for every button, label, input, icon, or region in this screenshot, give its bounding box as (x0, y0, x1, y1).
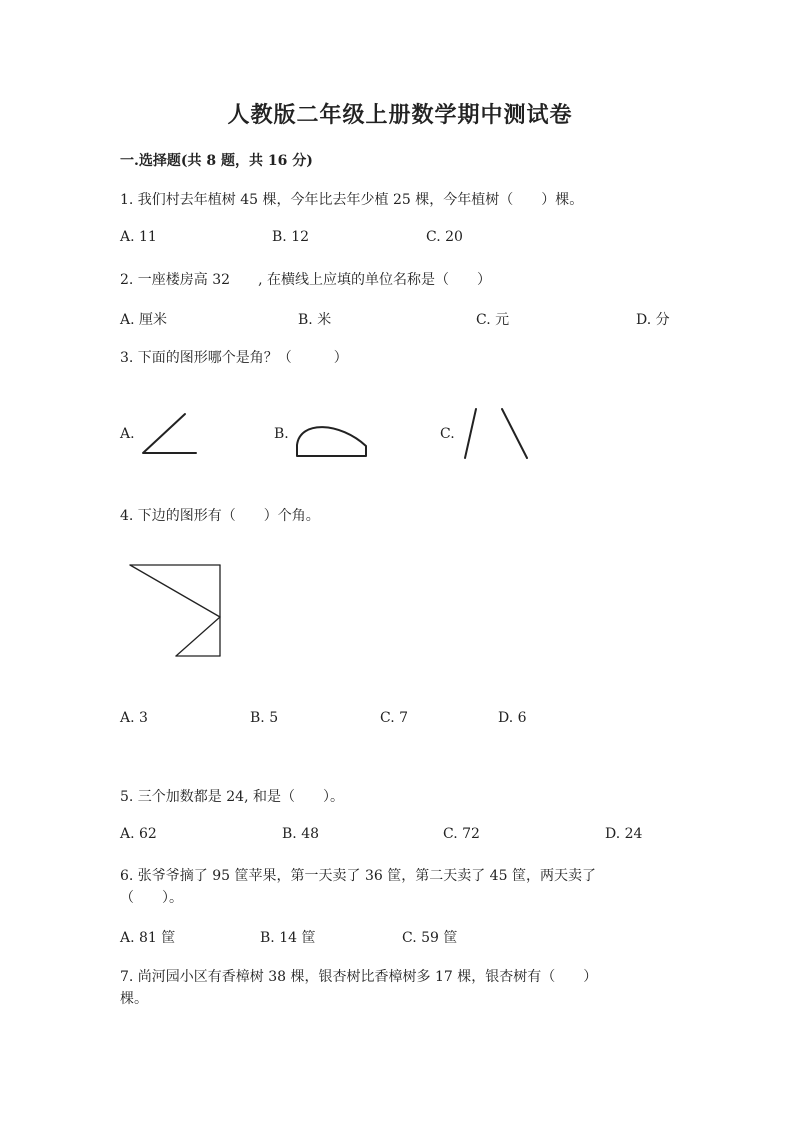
q4-option-d: D. 6 (498, 710, 527, 726)
question-6-line-2: （ ）。 (120, 890, 183, 906)
q2-option-c: C. 元 (476, 312, 510, 328)
question-3: 3. 下面的图形哪个是角？（ ） (120, 350, 348, 366)
q6-option-c: C. 59 筐 (402, 930, 458, 946)
question-7-line-2: 棵。 (120, 991, 148, 1007)
q4-option-a: A. 3 (120, 710, 148, 726)
section-heading: 一.选择题(共 8 题，共 16 分) (120, 153, 313, 169)
question-2: 2. 一座楼房高 32 , 在横线上应填的单位名称是（ ） (120, 272, 491, 288)
question-4: 4. 下边的图形有（ ）个角。 (120, 508, 320, 524)
q2-option-b: B. 米 (298, 312, 332, 328)
q1-option-b: B. 12 (272, 229, 310, 245)
q4-option-c: C. 7 (380, 710, 409, 726)
q1-option-c: C. 20 (426, 229, 463, 245)
q1-option-a: A. 11 (120, 229, 157, 245)
q3-option-c: C. (440, 426, 455, 442)
q3-option-a: A. (120, 426, 135, 442)
question-5: 5. 三个加数都是 24, 和是（ ）。 (120, 789, 344, 805)
q4-option-b: B. 5 (250, 710, 279, 726)
question-1: 1. 我们村去年植树 45 棵，今年比去年少植 25 棵，今年植树（ ）棵。 (120, 192, 584, 208)
q2-option-d: D. 分 (636, 312, 670, 328)
question-6-line-1: 6. 张爷爷摘了 95 筐苹果，第一天卖了 36 筐，第二天卖了 45 筐，两天卖了 (120, 868, 596, 884)
q3-option-b: B. (274, 426, 289, 442)
q5-option-b: B. 48 (282, 826, 320, 842)
question-7-line-1: 7. 尚河园小区有香樟树 38 棵，银杏树比香樟树多 17 棵，银杏树有（ ） (120, 969, 598, 985)
q5-option-c: C. 72 (443, 826, 480, 842)
q6-option-a: A. 81 筐 (120, 930, 176, 946)
q5-option-d: D. 24 (605, 826, 643, 842)
page-title: 人教版二年级上册数学期中测试卷 (227, 102, 573, 128)
q5-option-a: A. 62 (120, 826, 157, 842)
q6-option-b: B. 14 筐 (260, 930, 316, 946)
q2-option-a: A. 厘米 (120, 312, 168, 328)
